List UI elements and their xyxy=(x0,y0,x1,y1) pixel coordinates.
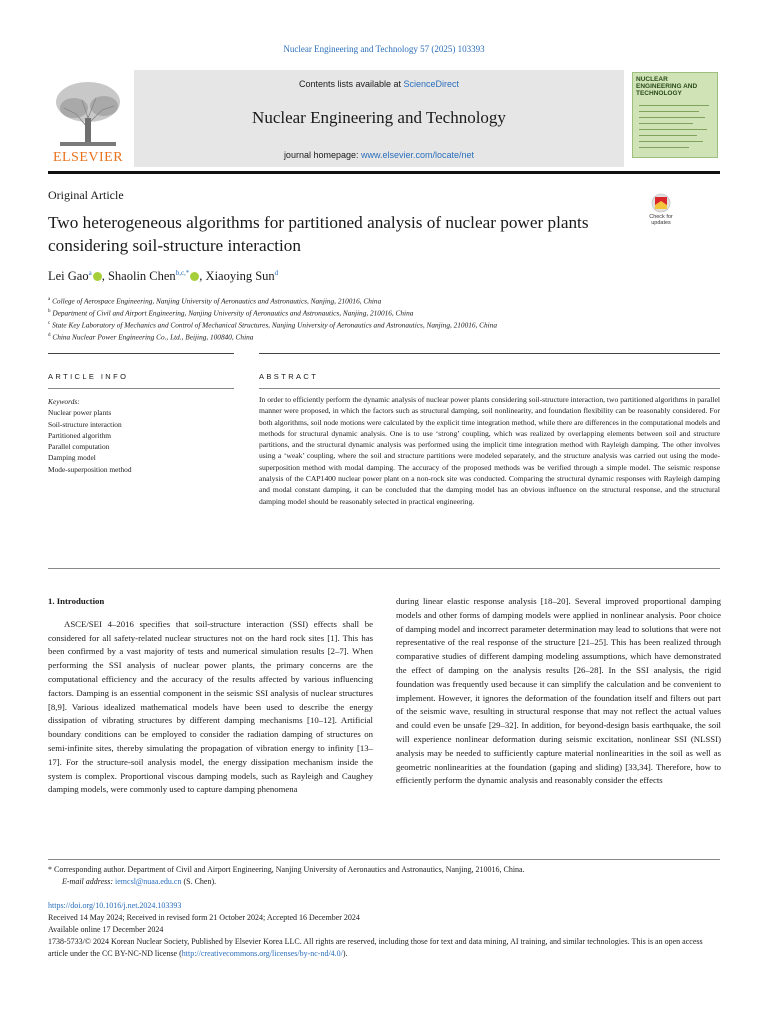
affiliation-item: $^d$ China Nuclear Power Engineering Co., Ltd., Beijing, 100840, China xyxy=(48,332,254,342)
author-list: Lei Gao$^a$ , Shaolin Chen$^{b,c,*}$ , Xiaoying Sun$^d$ xyxy=(48,269,279,284)
sciencedirect-link[interactable]: ScienceDirect xyxy=(403,79,460,89)
journal-header xyxy=(48,70,720,171)
available-online: Available online 17 December 2024 xyxy=(48,924,164,934)
copyright-text: 1738-5733/© 2024 Korean Nuclear Society, Published by Elsevier Korea LLC. All rights are reserved, including those for text and data mining, AI training, and similar technologies. This is an open access article under the CC BY-NC-ND license ( xyxy=(48,936,703,958)
orcid-icon[interactable] xyxy=(93,272,102,281)
journal-name: Nuclear Engineering and Technology xyxy=(252,108,506,127)
author-name[interactable]: Xiaoying Sun xyxy=(205,269,275,284)
email-link[interactable]: iemcsl@nuaa.edu.cn xyxy=(115,877,182,886)
footnotes xyxy=(48,864,720,888)
author-name[interactable]: Lei Gao xyxy=(48,269,89,284)
copyright-end: ). xyxy=(342,948,348,958)
body-right-column xyxy=(396,595,721,788)
affiliation-item: $^c$ State Key Laboratory of Mechanics and Control of Mechanical Structures, Nanjing University of Aeronautics and Astronautics, Nanjing, 210016, China xyxy=(48,320,498,330)
crossmark-icon xyxy=(644,193,678,215)
journal-citation-link[interactable]: Nuclear Engineering and Technology 57 (2025) 103393 xyxy=(283,44,485,54)
keyword-item: Nuclear power plants xyxy=(48,408,112,418)
body-left-column xyxy=(48,595,373,797)
corresponding-author-note: * Corresponding author. Department of Civil and Airport Engineering, Nanjing University of Aeronautics and Astronautics, Nanjing, 210016, China. xyxy=(48,865,525,874)
received-dates: Received 14 May 2024; Received in revised form 21 October 2024; Accepted 16 December 2024 xyxy=(48,912,360,922)
abstract-top-rule xyxy=(259,353,720,354)
affiliation-item: $^b$ Department of Civil and Airport Engineering, Nanjing University of Aeronautics and Astronautics, Nanjing, 210016, China xyxy=(48,308,414,318)
cover-title-line: TECHNOLOGY xyxy=(636,90,682,97)
keyword-item: Damping model xyxy=(48,453,96,463)
keyword-item: Parallel computation xyxy=(48,442,110,452)
doi-link[interactable]: https://doi.org/10.1016/j.net.2024.103393 xyxy=(48,901,182,910)
contents-line xyxy=(134,79,624,89)
author-affil-sup[interactable]: b,c,* xyxy=(175,269,190,277)
journal-citation[interactable] xyxy=(0,44,768,54)
journal-cover-thumbnail[interactable] xyxy=(632,72,718,158)
article-title: Two heterogeneous algorithms for partitioned analysis of nuclear power plants considering soil-structure interaction xyxy=(48,213,589,255)
keyword-item: Mode-superposition method xyxy=(48,464,132,474)
keyword-item: Soil-structure interaction xyxy=(48,419,122,429)
article-metadata xyxy=(48,900,720,960)
check-for-updates-button[interactable] xyxy=(644,193,678,233)
homepage-prefix: journal homepage: xyxy=(283,150,361,160)
cover-title-line: ENGINEERING AND xyxy=(636,83,698,90)
abstract-text: In order to efficiently perform the dynamic analysis of nuclear power plants considering soil-structure interaction, two partitioned algorithms in parallel manner were proposed, in which the factors such as structural damping, soil nonlinearity, and foundation flexibility can be reasonably considered. For both algorithms, soil node motions were calculated by the explicit time integration method, while there are differences in the computational models and methods for structural dynamic analysis. One is to use ‘strong’ coupling, which was realized by overlapping elements between soil and structure partitions, and the structural dynamic analysis was performed using the implicit time integration method with Rayleigh damping. The other involves using a ‘weak’ coupling, where the soil and structure partitions were modeled separately, and the structure analysis was carried out using the mode-superposition method with modal damping. The accuracy of the proposed methods was be verified through a simple model. The seismic response analysis of the CAP1400 nuclear power plant on a non-rock site was conducted. Comparing the structural dynamic responses with Rayleigh damping and modal constant damping, it can be concluded that the damping model has an obvious influence on the structural response, and the structural damping model should be reasonably selected in practical engineering. xyxy=(259,395,720,506)
affiliations xyxy=(48,295,497,343)
email-suffix: (S. Chen). xyxy=(181,877,217,886)
copyright-notice xyxy=(48,936,720,960)
email-note xyxy=(48,876,720,888)
affiliation-item: $^a$ College of Aerospace Engineering, Nanjing University of Aeronautics and Astronautics, Nanjing, 210016, China xyxy=(48,296,382,306)
crossmark-label xyxy=(644,214,678,226)
header-divider xyxy=(48,171,720,174)
article-info-top-rule xyxy=(48,353,234,354)
journal-banner xyxy=(134,70,624,167)
article-info-heading: ARTICLE INFO xyxy=(48,372,129,381)
section-heading: 1. Introduction xyxy=(48,596,105,606)
keyword-item: Partitioned algorithm xyxy=(48,430,112,440)
abstract-bottom-rule xyxy=(48,568,720,569)
publisher-name: ELSEVIER xyxy=(52,150,124,165)
homepage-line xyxy=(134,150,624,160)
tree-logo-icon xyxy=(52,78,124,148)
license-link[interactable]: http://creativecommons.org/licenses/by-nc-nd/4.0/ xyxy=(181,948,343,958)
author-affil-sup[interactable]: d xyxy=(274,269,279,277)
abstract-rule xyxy=(259,388,720,389)
keywords-block xyxy=(48,396,132,475)
article-type: Original Article xyxy=(48,188,124,202)
crossmark-label-line: Check for xyxy=(649,214,673,220)
author-name[interactable]: Shaolin Chen xyxy=(107,269,176,284)
orcid-icon[interactable] xyxy=(190,272,199,281)
cover-title xyxy=(636,76,716,97)
email-label: E-mail address: xyxy=(62,877,116,886)
abstract-heading: ABSTRACT xyxy=(259,372,319,381)
contents-prefix: Contents lists available at xyxy=(298,79,404,89)
keywords-label: Keywords: xyxy=(48,397,80,406)
homepage-link[interactable]: www.elsevier.com/locate/net xyxy=(361,150,475,160)
cover-title-line: NUCLEAR xyxy=(636,76,668,83)
footnote-rule xyxy=(48,859,720,860)
crossmark-label-line: updates xyxy=(651,220,671,226)
author-affil-sup[interactable]: a xyxy=(88,269,92,277)
body-paragraph: during linear elastic response analysis [18–20]. Several improved proportional damping models and other forms of damping models were applied in nonlinear analysis. Poor choice of damping model and incorrect parameter determination may lead to solutions that were not representative of the real response of the structure [21–25]. This has been realized through comparative studies of different damping modeling assumptions, which have demonstrated the effect of damping on the analysis results [26–28]. In the SSI analysis, the rigid foundation was frequently used because it can simplify the calculation and be convenient to implement. However, it ignores the deformation of the foundation itself and filters out part of the seismic wave, resulting in structural response that may not reflect the actual values and could even be unsafe [29–32]. In addition, for beyond-design basis earthquake, the soil will experience nonlinear deformation during seismic excitation, nonlinear SSI (NLSSI) analysis may be needed to sufficiently capture material nonlinearities in the soil as well as geometric nonlinearities at the foundation (gaping and sliding) [33,34]. Therefore, how to efficiently perform the dynamic analysis and reasonably consider the effects xyxy=(396,596,721,786)
body-paragraph: ASCE/SEI 4–2016 specifies that soil-structure interaction (SSI) effects shall be considered for all safety-related nuclear structures not on the hard rock sites [1]. This has been confirmed by a vast majority of tests and numerical simulation results [2–7]. When performing the SSI analysis of nuclear power plants, the primary concerns are the computational efficiency and the accuracy of the results affected by various influencing factors. Damping is an essential component in the seismic SSI analysis of nuclear structures [8,9]. Various idealized mathematical models have been used to describe the energy dissipation of vibrating structures by different damping mechanisms [10–12]. Artificial boundary conditions can be employed to consider the radiation damping of structures on semi-infinite sites, thereby simulating the propagation of vibration energy to infinity [13–17]. For the structure-soil analysis model, the energy dissipation mechanism inside the system is complex. Proportional viscous damping models, such as Rayleigh and Caughey damping models, were commonly used to capture damping phenomena xyxy=(48,618,373,795)
publisher-logo[interactable] xyxy=(48,70,128,171)
article-info-rule xyxy=(48,388,234,389)
